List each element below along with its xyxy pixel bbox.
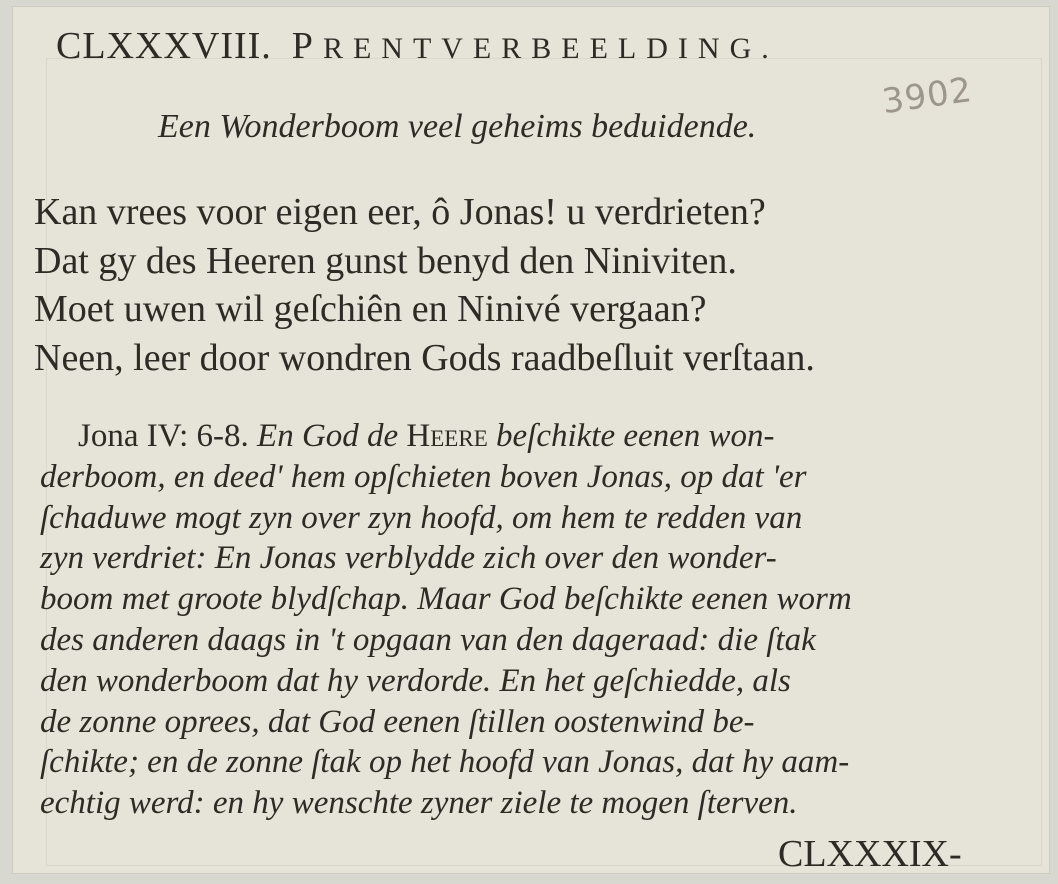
passage-line: boom met groote blydſchap. Maar God beſchikte eenen worm — [40, 581, 852, 618]
plate-heading-rest: RENTVERBEELDING. — [322, 32, 779, 65]
passage-line: ſchikte; en de zonne ſtak op het hoofd van Jonas, dat hy aam- — [40, 744, 850, 781]
catchword: CLXXXIX- — [778, 833, 962, 875]
book-page — [12, 6, 1050, 874]
passage-line: zyn verdriet: En Jonas verblydde zich over den wonder- — [40, 540, 777, 577]
passage-text: En God de — [257, 418, 399, 454]
verse-line: Moet uwen wil geſchiên en Ninivé vergaan? — [34, 288, 707, 330]
plate-number: CLXXXVIII. — [56, 25, 272, 67]
plate-heading-initial: P — [291, 25, 323, 67]
verse-line: Dat gy des Heeren gunst benyd den Niniviten. — [34, 239, 737, 282]
passage-line: den wonderboom dat hy verdorde. En het geſchiedde, als — [40, 662, 791, 699]
verse-block — [34, 188, 994, 382]
verse-line: Kan vrees voor eigen eer, ô Jonas! u verdrieten? — [34, 191, 766, 233]
passage-line: des anderen daags in 't opgaan van den dageraad: die ſtak — [40, 621, 816, 658]
page-header — [56, 24, 1006, 68]
pencil-shelfmark: 3902 — [879, 69, 975, 123]
verse-line: Neen, leer door wondren Gods raadbeſluit verſtaan. — [34, 336, 815, 379]
passage-line: derboom, en deed' hem opſchieten boven Jonas, op dat 'er — [40, 458, 807, 495]
passage-line: de zonne oprees, dat God eenen ſtillen oostenwind be- — [40, 703, 755, 740]
scripture-passage — [40, 416, 1020, 824]
passage-text: beſchikte eenen won- — [496, 418, 775, 454]
plate-heading — [291, 25, 779, 67]
passage-line: echtig werd: en hy wenschte zyner ziele te mogen ſterven. — [40, 785, 798, 822]
bible-reference: Jona IV: 6-8. — [78, 418, 249, 454]
passage-first-line — [40, 416, 1020, 457]
passage-line: ſchaduwe mogt zyn over zyn hoofd, om hem te redden van — [40, 499, 803, 536]
plate-subtitle: Een Wonderboom veel geheims beduidende. — [158, 108, 757, 145]
passage-lord-name: Heere — [406, 418, 488, 454]
